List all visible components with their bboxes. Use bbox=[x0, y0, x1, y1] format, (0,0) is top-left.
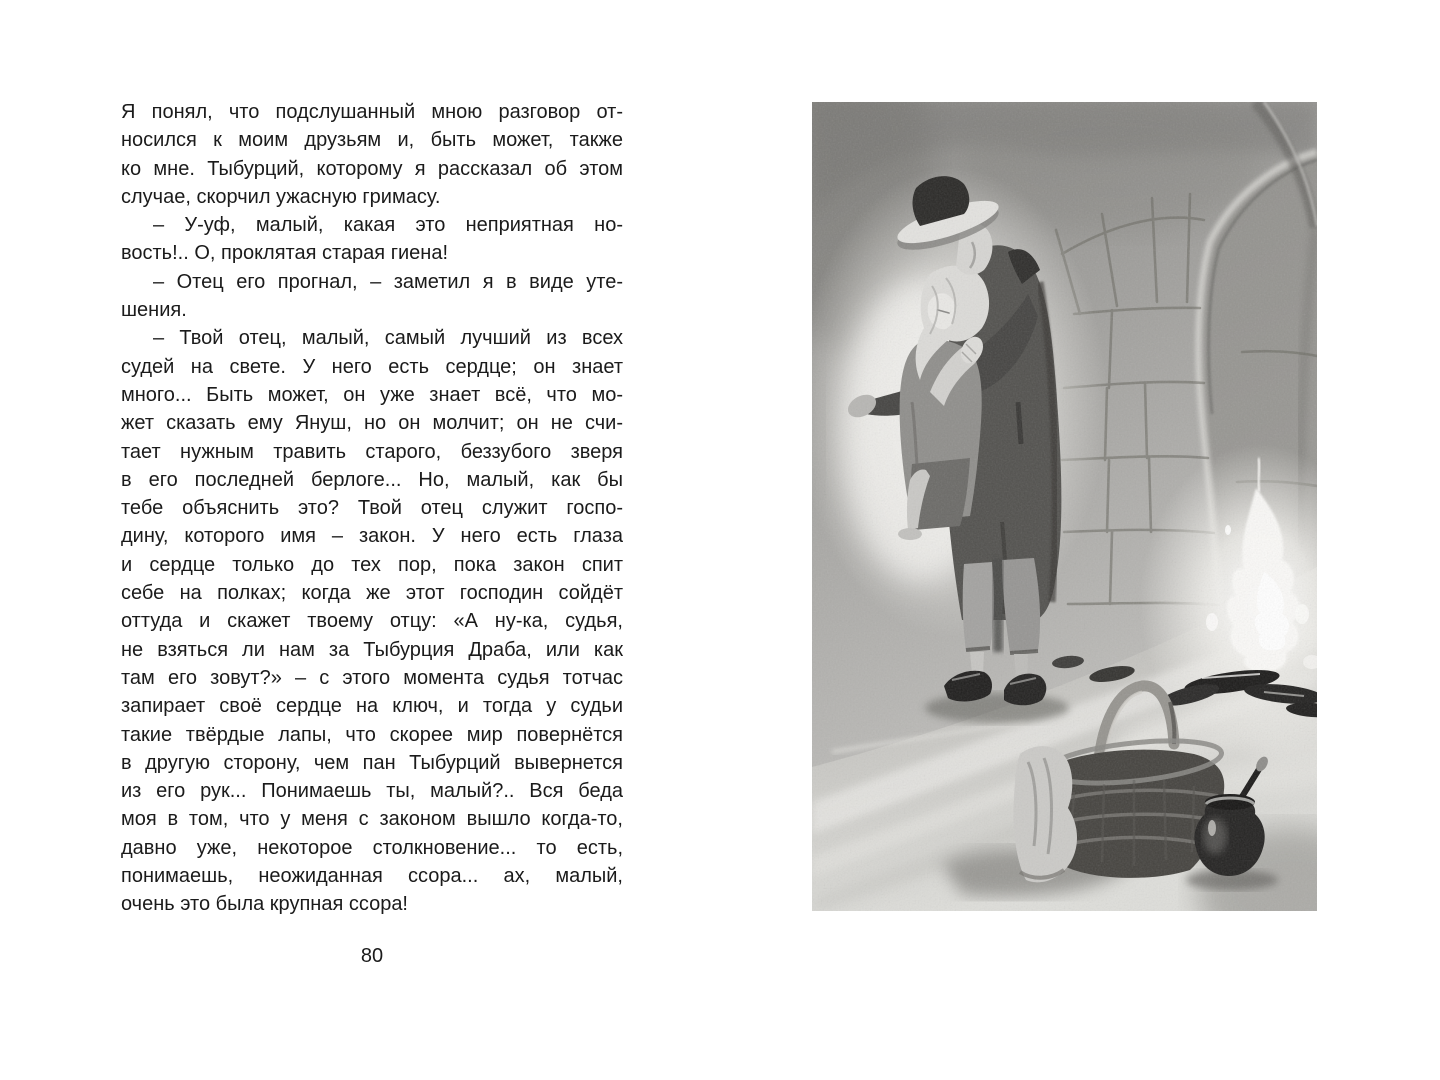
text-line: себе на полках; когда же этот господин сойдёт bbox=[121, 582, 623, 605]
text-line: – Твой отец, малый, самый лучший из всех bbox=[153, 327, 623, 350]
left-page bbox=[121, 98, 623, 970]
book-illustration bbox=[812, 102, 1317, 911]
text-line: оттуда и скажет твоему отцу: «А ну-ка, судья, bbox=[121, 610, 623, 633]
text-line: давно уже, некоторое столкновение... то есть, bbox=[121, 836, 623, 859]
text-line: Я понял, что подслушанный мною разговор от- bbox=[121, 101, 623, 123]
text-line: понимаешь, неожиданная ссора... ах, малый, bbox=[121, 865, 623, 888]
text-line: вость!.. О, проклятая старая гиена! bbox=[121, 242, 449, 265]
text-line: из его рук... Понимаешь ты, малый?.. Вся беда bbox=[121, 780, 623, 803]
text-line: такие твёрдые лапы, что скорее мир повернётся bbox=[121, 723, 623, 746]
text-line: не взяться ли нам за Тыбурция Драба, или как bbox=[121, 638, 623, 661]
text-line: в его последней берлоге... Но, малый, как бы bbox=[121, 468, 623, 491]
text-line: жет сказать ему Януш, но он молчит; он не счи- bbox=[121, 412, 623, 435]
text-line: – Отец его прогнал, – заметил я в виде уте- bbox=[153, 270, 623, 293]
text-line: очень это была крупная ссора! bbox=[121, 893, 408, 916]
text-line: шения. bbox=[121, 299, 187, 322]
text-line: там его зовут?» – с этого момента судья тотчас bbox=[121, 666, 623, 689]
text-line: ко мне. Тыбурций, которому я рассказал об этом bbox=[121, 157, 623, 180]
page-text bbox=[121, 98, 623, 919]
text-line: в другую сторону, чем пан Тыбурций вывернется bbox=[121, 751, 623, 774]
text-line: тебе объяснить это? Твой отец служит госпо- bbox=[121, 497, 623, 520]
text-line: дину, которого имя – закон. У него есть глаза bbox=[121, 525, 623, 548]
text-line: тает нужным травить старого, беззубого зверя bbox=[121, 440, 623, 463]
text-line: судей на свете. У него есть сердце; он знает bbox=[121, 355, 623, 378]
illustration-canvas bbox=[812, 102, 1317, 911]
text-line: носился к моим друзьям и, быть может, также bbox=[121, 129, 623, 152]
text-line: и сердце только до тех пор, пока закон спит bbox=[121, 553, 623, 576]
paper-grain-overlay bbox=[812, 102, 1317, 911]
text-line: моя в том, что у меня с законом вышло когда-то, bbox=[121, 808, 623, 831]
text-line: случае, скорчил ужасную гримасу. bbox=[121, 185, 441, 208]
text-line: много... Быть может, он уже знает всё, что мо- bbox=[121, 383, 623, 406]
text-line: – У-уф, малый, какая это неприятная но- bbox=[153, 214, 623, 237]
page-number: 80 bbox=[360, 944, 384, 967]
text-line: запирает своё сердце на ключ, и тогда у судьи bbox=[121, 695, 623, 718]
